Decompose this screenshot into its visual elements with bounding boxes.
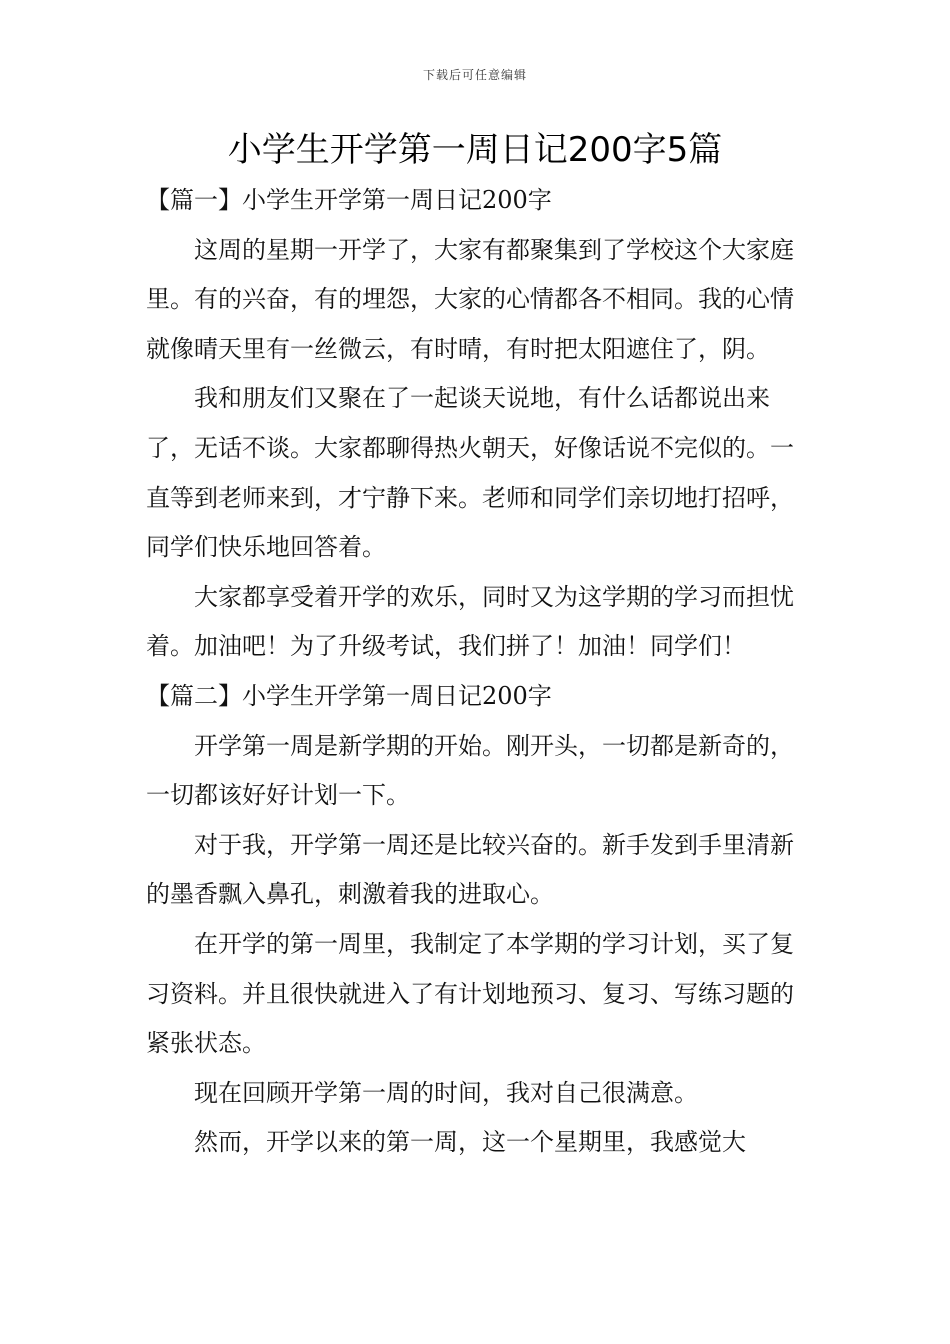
paragraph-4: 开学第一周是新学期的开始。刚开头，一切都是新奇的，一切都该好好计划一下。 [146,731,794,810]
section-heading-2: 【篇二】小学生开学第一周日记200字 [146,681,552,710]
paragraph-3 [146,573,808,722]
paragraph-3-text: 大家都享受着开学的欢乐，同时又为这学期的学习而担忧着。加油吧！为了升级考试，我们拼了！加油！同学们！ [146,582,794,661]
document-title: 小学生开学第一周日记200字5篇 [227,130,723,170]
paragraph-8: 然而，开学以来的第一周，这一个星期里，我感觉大 [194,1128,746,1157]
paragraph-7: 现在回顾开学第一周的时间，我对自己很满意。 [194,1078,698,1107]
paragraph-1: 这周的星期一开学了，大家有都聚集到了学校这个大家庭里。有的兴奋，有的埋怨，大家的心情都各不相同。我的心情就像晴天里有一丝微云，有时晴，有时把太阳遮住了，阴。 [146,235,794,363]
document-body [146,176,808,1168]
paragraph-2: 我和朋友们又聚在了一起谈天说地，有什么话都说出来了，无话不谈。大家都聊得热火朝天，好像话说不完似的。一直等到老师来到，才宁静下来。老师和同学们亲切地打招呼，同学们快乐地回答着。 [146,384,794,562]
paragraph-5: 对于我，开学第一周还是比较兴奋的。新手发到手里清新的墨香飘入鼻孔，刺激着我的进取心。 [146,830,794,909]
paragraph-6: 在开学的第一周里，我制定了本学期的学习计划，买了复习资料。并且很快就进入了有计划地预习、复习、写练习题的紧张状态。 [146,929,794,1058]
section-heading-1: 【篇一】小学生开学第一周日记200字 [146,186,552,214]
page-header-note: 下载后可任意编辑 [422,68,527,82]
